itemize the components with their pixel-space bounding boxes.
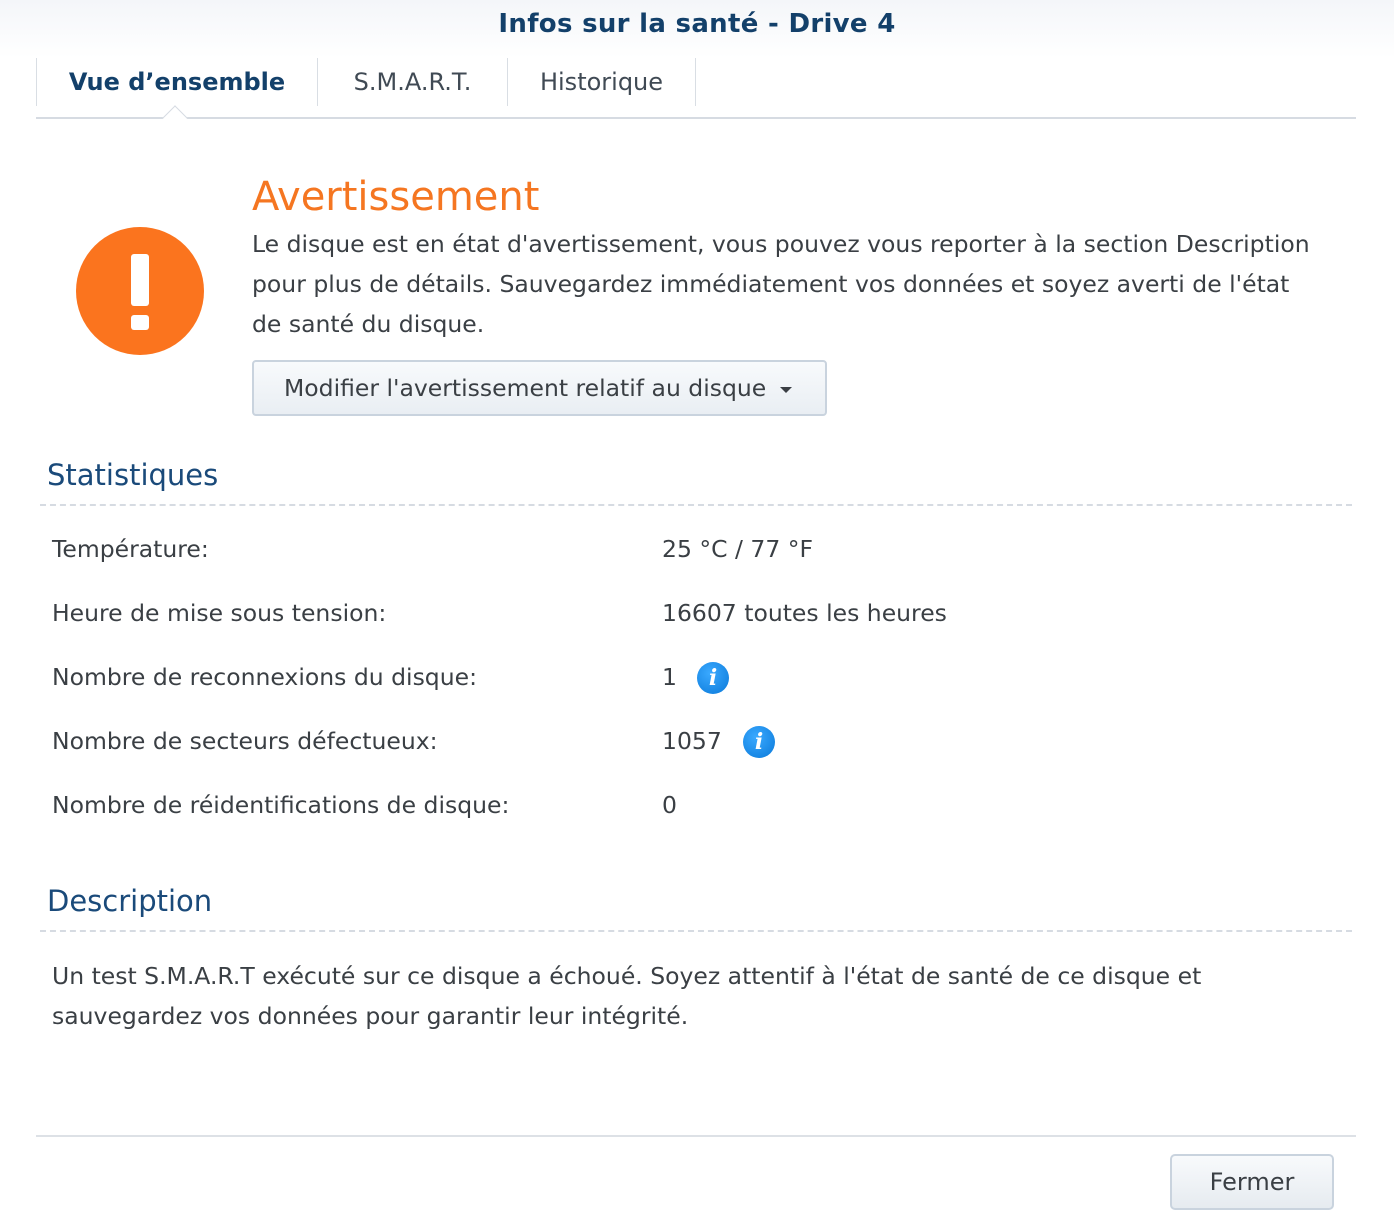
description-text: Un test S.M.A.R.T exécuté sur ce disque a échoué. Soyez attentif à l'état de santé de ce disque et sauvegardez vos données pour garantir leur intégrité. (52, 962, 1202, 1030)
stat-label-bad-sectors: Nombre de secteurs défectueux: (52, 727, 438, 755)
description-title: Description (47, 884, 213, 918)
description-divider (40, 930, 1352, 932)
warning-heading: Avertissement (252, 174, 540, 220)
modify-warning-button-label: Modifier l'avertissement relatif au disque (284, 374, 767, 402)
info-icon[interactable]: i (743, 726, 775, 758)
stat-label-power-on-hours: Heure de mise sous tension: (52, 599, 387, 627)
statistics-divider (40, 504, 1352, 506)
tab-history[interactable]: Historique (539, 68, 664, 96)
stat-value-reidentifications: 0 (662, 791, 677, 819)
stat-value-reconnections: 1 (662, 663, 677, 691)
tab-smart[interactable]: S.M.A.R.T. (353, 68, 472, 96)
tab-overview[interactable]: Vue d’ensemble (68, 68, 286, 96)
exclamation-dot (131, 315, 149, 330)
statistics-title: Statistiques (47, 458, 219, 492)
stat-value-bad-sectors: 1057 (662, 727, 722, 755)
footer-divider (36, 1135, 1356, 1137)
exclamation-bar (131, 254, 149, 306)
chevron-down-icon (780, 387, 792, 393)
window-title: Infos sur la santé - Drive 4 (498, 9, 896, 39)
tab-separator (695, 58, 696, 106)
modify-warning-button[interactable] (252, 360, 827, 416)
stat-value-power-on-hours: 16607 toutes les heures (662, 599, 947, 627)
exclamation-icon (76, 227, 204, 355)
info-icon[interactable]: i (697, 662, 729, 694)
warning-message: Le disque est en état d'avertissement, vous pouvez vous reporter à la section Description pour plus de détails. Sauvegardez immédiatement vos données et soyez averti de l'état de santé du disque. (252, 230, 1310, 338)
tab-underline (36, 117, 1356, 119)
close-button[interactable]: Fermer (1170, 1154, 1334, 1210)
stat-label-temperature: Température: (52, 535, 209, 563)
stat-label-reconnections: Nombre de reconnexions du disque: (52, 663, 477, 691)
title-bar[interactable] (0, 0, 1394, 58)
stat-label-reidentifications: Nombre de réidentifications de disque: (52, 791, 510, 819)
tab-bar (36, 58, 1356, 120)
stat-value-temperature: 25 °C / 77 °F (662, 535, 814, 563)
